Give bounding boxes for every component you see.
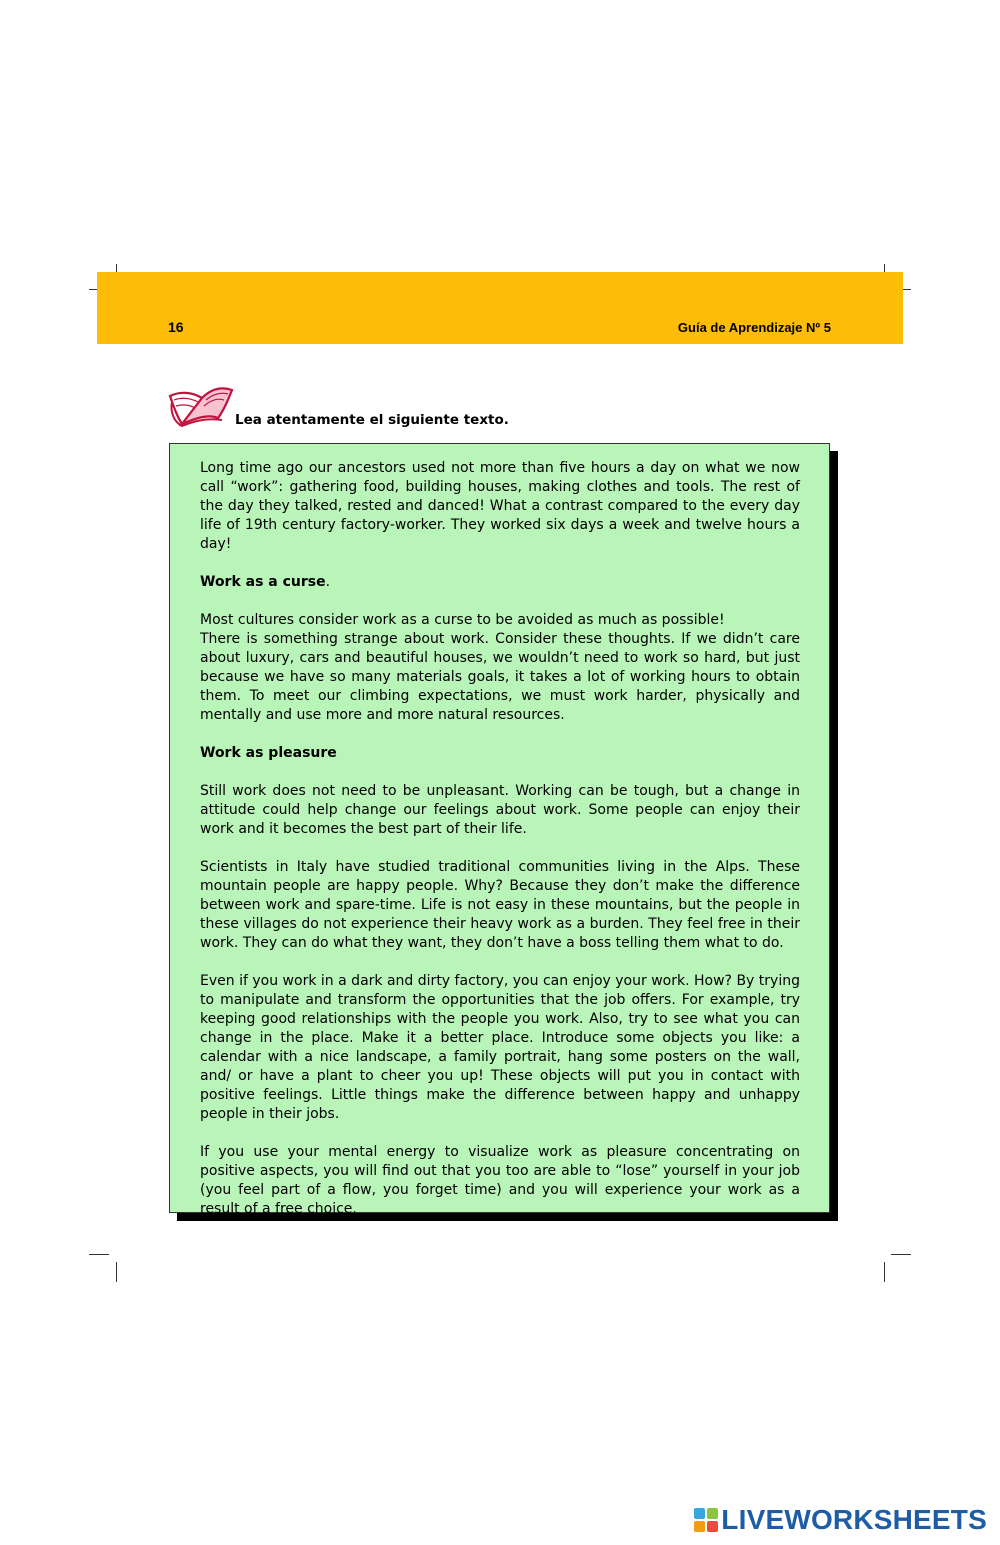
- reading-box: [169, 443, 830, 1217]
- open-book-icon: [166, 378, 238, 430]
- section-heading-curse: [200, 573, 800, 592]
- crop-mark: [884, 1262, 885, 1282]
- heading-text: Work as a curse: [200, 574, 326, 590]
- crop-mark: [116, 1262, 117, 1282]
- heading-suffix: .: [325, 574, 331, 590]
- curse-paragraph: There is something strange about work. Consider these thoughts. If we didn’t care about luxury, cars and beautiful houses, we wouldn’t need to work so hard, but just because we have so many materials goals, it takes a lot of working hours to obtain them. To meet our climbing expectations, we must work harder, physically and mentally and use more and more natural resources.: [200, 631, 800, 723]
- instruction-text: Lea atentamente el siguiente texto.: [235, 412, 509, 428]
- pleasure-paragraph-3: Even if you work in a dark and dirty factory, you can enjoy your work. How? By trying to manipulate and transform the opportunities that the job offers. For example, try keeping good relationships with the people you work. Also, try to see what you can change in the place. Make it a better place. Introduce some objects you like: a calendar with a nice landscape, a family portrait, hang some posters on the wall, and/ or have a plant to cheer you up! These objects will put you in contact with positive feelings. Little things make the difference between happy and unhappy people in their jobs.: [200, 973, 800, 1122]
- liveworksheets-logo-icon: [694, 1508, 718, 1532]
- pleasure-paragraph-1: Still work does not need to be unpleasant. Working can be tough, but a change in attitude could help change our feelings about work. Some people can enjoy their work and it becomes the best part of their life.: [200, 783, 800, 837]
- pleasure-paragraph-2: Scientists in Italy have studied traditional communities living in the Alps. These mountain people are happy people. Why? Because they don’t make the difference between work and spare-time. Life is not easy in these mountains, but the people in these villages do not experience their heavy work as a burden. They feel free in their work. They can do what they want, they don’t have a boss telling them what to do.: [200, 859, 800, 951]
- pleasure-paragraph-4: If you use your mental energy to visualize work as pleasure concentrating on positive aspects, you will find out that you too are able to “lose” yourself in your job (you feel part of a flow, you forget time) and you will experience your work as a result of a free choice.: [200, 1144, 800, 1217]
- brand-name: LIVEWORKSHEETS: [721, 1504, 987, 1535]
- crop-mark: [89, 1254, 109, 1255]
- guide-title: Guía de Aprendizaje Nº 5: [677, 320, 831, 335]
- section-heading-pleasure: Work as pleasure: [200, 745, 337, 761]
- curse-line: Most cultures consider work as a curse to be avoided as much as possible!: [200, 612, 725, 628]
- crop-mark: [891, 1254, 911, 1255]
- intro-paragraph: Long time ago our ancestors used not more than five hours a day on what we now call “work”: gathering food, building houses, making clothes and tools. The rest of the day they talked, rested and danced! What a contrast compared to the every day life of 19th century factory-worker. They worked six days a week and twelve hours a day!: [200, 460, 800, 552]
- page-number: 16: [168, 319, 184, 335]
- brand-logo[interactable]: [694, 1505, 987, 1535]
